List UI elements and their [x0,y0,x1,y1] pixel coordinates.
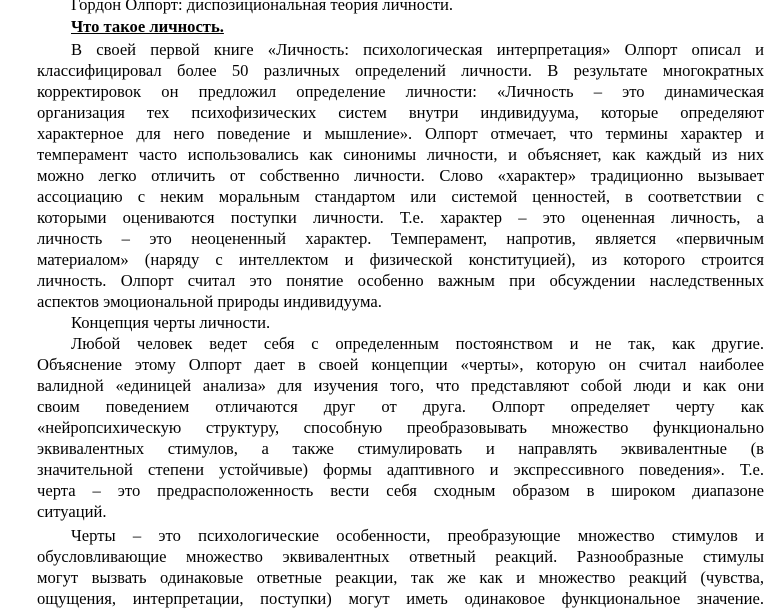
paragraph-line: ситуаций. [37,502,107,521]
paragraph-line: личность. Олпорт считал это понятие особенно важным при обсуждении наследственных [37,271,764,290]
paragraph-line: Объяснение этому Олпорт дает в своей концепции «черты», которую он считал наиболее [37,355,764,374]
paragraph-line: аспектов эмоциональной природы индивидуума. [37,292,382,311]
paragraph-line: В своей первой книге «Личность: психологическая интерпретация» Олпорт описал и [71,40,764,59]
paragraph-line: которыми оцениваются поступки личности. Т.е. характер – это оцененная личность, а [37,208,764,227]
paragraph-line: личность – это неоцененный характер. Темперамент, напротив, является «первичным [37,229,764,248]
paragraph-line: Черты – это психологические особенности, преобразующие множество стимулов и [71,526,764,545]
document-subtitle: Гордон Олпорт: диспозициональная теория личности. [71,0,454,14]
paragraph-line: могут вызвать одинаковые ответные реакции, так же как и множество реакций (чувства, [37,568,764,587]
paragraph-line: можно легко отличить от собственно личности. Слово «характер» традиционно вызывает [37,166,764,185]
paragraph-line: темперамент часто использовались как синонимы личности, и объясняет, как каждый из них [37,145,764,164]
paragraph-line: ощущения, интерпретации, поступки) могут иметь одинаковое функциональное значение. [37,589,764,608]
paragraph-line: организация тех психофизических систем внутри индивидуума, которые определяют [37,103,764,122]
paragraph-line: значительной степени устойчивые) формы адаптивного и экспрессивного поведения». Т.е. [37,460,764,479]
paragraph-line: ассоциацию с неким моральным стандартом или системой ценностей, в соответствии с [37,187,764,206]
section-title: Что такое личность. [71,17,224,36]
section-heading: Концепция черты личности. [71,313,271,332]
paragraph-line: «нейропсихическую структуру, способную преобразовывать множество функционально [37,418,764,437]
paragraph-line: своим поведением отличаются друг от друга. Олпорт определяет черту как [37,397,764,416]
paragraph-line: валидной «единицей анализа» для изучения того, что представляют собой люди и как они [37,376,764,395]
paragraph-line: эквивалентных стимулов, а также стимулировать и направлять эквивалентные (в [37,439,764,458]
paragraph-line: черта – это предрасположенность вести себя сходным образом в широком диапазоне [37,481,764,500]
paragraph-line: характерное для него поведение и мышление». Олпорт отмечает, что термины характер и [37,124,764,143]
paragraph-line: обусловливающие множество эквивалентных ответный реакций. Разнообразные стимулы [37,547,764,566]
paragraph-line: Любой человек ведет себя с определенным постоянством и не так, как другие. [71,334,764,353]
paragraph-line: материалом» (наряду с интеллектом и физической конституцией), из которого строится [37,250,764,269]
paragraph-line: классифицировал более 50 различных определений личности. В результате многократных [37,61,764,80]
paragraph-line: корректировок он предложил определение личности: «Личность – это динамическая [37,82,764,101]
